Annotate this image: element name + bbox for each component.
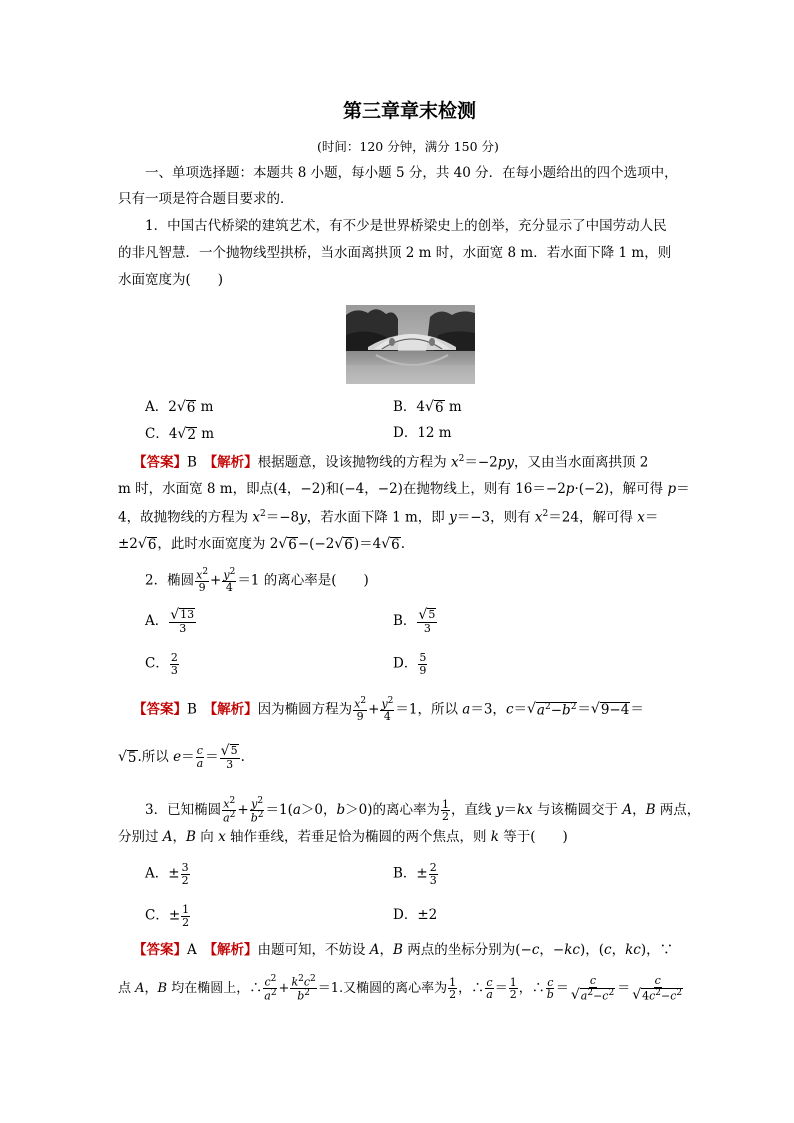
analysis-label: 【解析】 — [210, 454, 258, 471]
answer-label: 【答案】 — [133, 701, 187, 718]
analysis-label: 【解析】 — [210, 942, 258, 958]
q2-explanation-line2: √ 5 .所以 e＝ $\frac{c}{a}$ ＝ √ 5 3 . — [118, 743, 245, 771]
q2-answer: B — [187, 701, 197, 718]
q1-option-b[interactable]: B．4 √ 6 m — [393, 399, 462, 416]
section-heading-line1: 一、单项选择题：本题共 8 小题，每小题 5 分，共 40 分．在每小题给出的四个选项中， — [145, 165, 678, 181]
q3-option-b[interactable]: B．± $\frac{2}{3}$ — [393, 861, 437, 887]
section-heading-line2: 只有一项是符合题目要求的． — [118, 191, 294, 207]
q3-option-d[interactable]: D．±2 — [393, 907, 438, 923]
q2-stem: 2．椭圆 $\frac{x^2}{9}$ + $\frac{y^2}{4}$ ＝1 的离心率是( ) — [145, 567, 369, 595]
q3-answer: A — [187, 942, 197, 958]
q1-option-d[interactable]: D．12 m — [393, 425, 452, 441]
q1-option-c[interactable]: C．4 √ 2 m — [145, 426, 215, 443]
q2-option-a[interactable]: A． √ 13 3 — [145, 607, 195, 635]
q1-stem-line1: 1．中国古代桥梁的建筑艺术，有不少是世界桥梁史上的创举，充分显示了中国劳动人民 — [145, 218, 667, 234]
q2-option-b[interactable]: B． √ 5 3 — [393, 607, 436, 635]
answer-label: 【答案】 — [133, 942, 187, 958]
analysis-label: 【解析】 — [210, 701, 258, 718]
q3-option-c[interactable]: C．± $\frac{1}{2}$ — [145, 903, 190, 929]
answer-label: 【答案】 — [133, 454, 187, 471]
q3-stem-line1: 3．已知椭圆 $\frac{x^2}{a^2}$ + $\frac{y^2}{b^2}$ ＝1(a＞0，b＞0)的离心率为 $\frac{1}{2}$ ，直线 y＝kx 与该椭圆交于 A，B 两点， — [145, 796, 701, 825]
q3-explanation-line2: 点 A，B 均在椭圆上，∴ $\frac{c^2}{a^2}$ + $\frac{k^2c^2}{b^2}$ ＝1.又椭圆的离心率为 $\frac{1}{2}$ ，∴ $\frac{c}{a}$ ＝ $\frac{1}{2}$ ，∴ $\frac{c}{b}$ ＝ c √ $a^2-c^2$ ＝ c √ $4c^2-c^2$ — [118, 974, 683, 1003]
q3-explanation-line1: 【答案】A 【解析】由题可知，不妨设 A，B 两点的坐标分别为(−c，−kc)，(c，kc)，∵ — [133, 942, 674, 958]
q1-answer: B — [187, 454, 197, 471]
q2-option-c[interactable]: C． $\frac{2}{3}$ — [145, 651, 178, 677]
q1-explanation-line4: ±2 √ 6 ，此时水面宽度为 2 √ 6 −(−2 √ 6 )＝4 √ 6 . — [118, 536, 405, 553]
q1-stem-line2: 的非凡智慧．一个抛物线型拱桥，当水面离拱顶 2 m 时，水面宽 8 m．若水面下降 1 m，则 — [118, 245, 672, 261]
q3-option-a[interactable]: A．± $\frac{3}{2}$ — [145, 861, 189, 887]
q1-explanation-line3: 4，故抛物线的方程为 $x^2=-8y$，若水面下降 1 m，即 y＝−3，则有 $x^2=24$，解可得 x＝ — [118, 509, 659, 526]
q1-option-a[interactable]: A．2 √ 6 m — [145, 399, 214, 416]
q3-stem-line2: 分别过 A，B 向 x 轴作垂线，若垂足恰为椭圆的两个焦点，则 k 等于( ) — [118, 829, 568, 845]
q1-stem-line3: 水面宽度为( ) — [118, 272, 224, 288]
q2-explanation-line1: 【答案】B 【解析】因为椭圆方程为 $\frac{x^2}{9}$ + $\frac{y^2}{4}$ ＝1，所以 a＝3，c＝ √ $a^2-b^2$ ＝ √ 9−4 ＝ — [133, 696, 644, 724]
q2-option-d[interactable]: D． $\frac{5}{9}$ — [393, 651, 427, 677]
q1-explanation-line1: 【答案】B 【解析】根据题意，设该抛物线的方程为 $x^2=-2py$，又由当水面离拱顶 2 — [133, 454, 649, 471]
page-title: 第三章章末检测 — [343, 100, 477, 122]
q1-explanation-line2: m 时，水面宽 8 m，即点(4，−2)和(−4，−2)在抛物线上，则有 16＝−2p·(−2)，解可得 p＝ — [118, 481, 690, 497]
bridge-photo — [346, 305, 475, 384]
exam-meta: (时间：120 分钟，满分 150 分) — [317, 139, 499, 154]
